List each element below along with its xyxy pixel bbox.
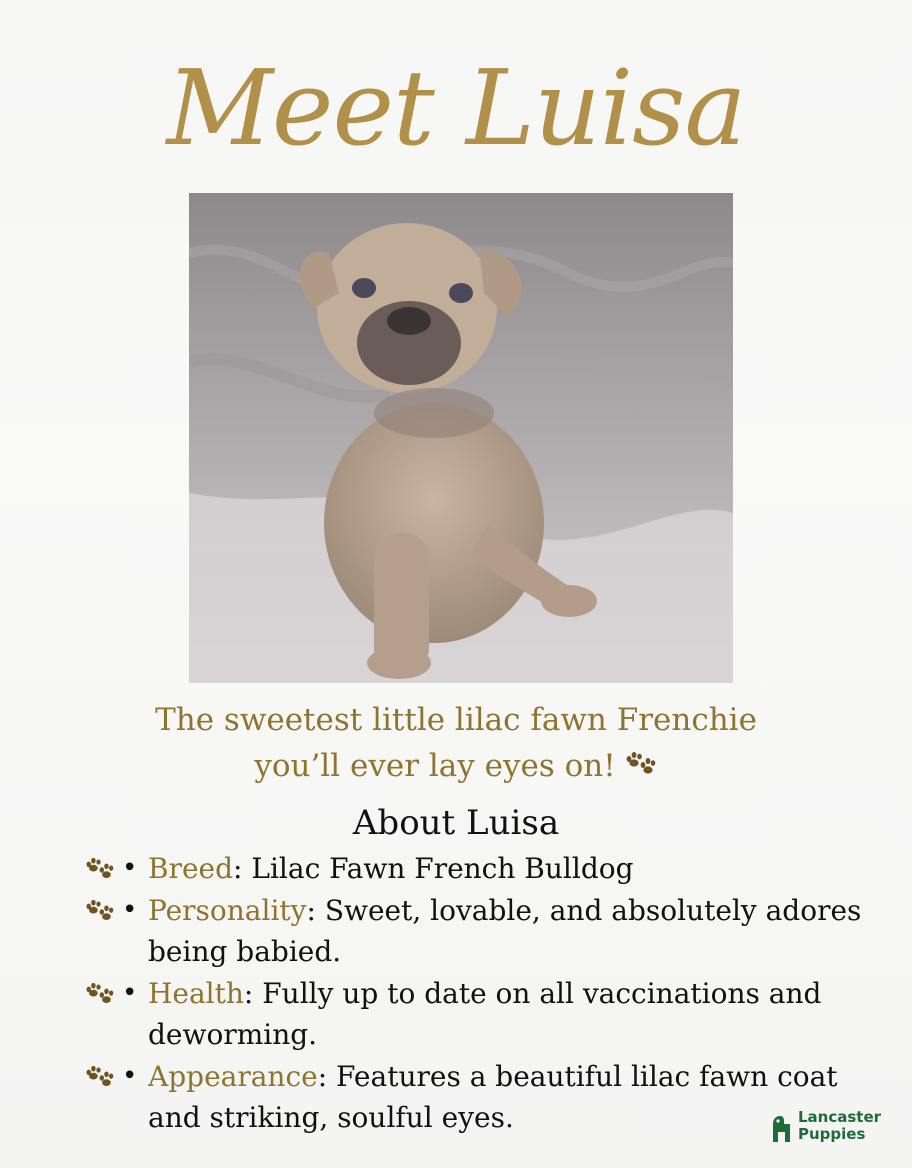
list-item-breed	[80, 848, 870, 889]
tagline-line-1: The sweetest little lilac fawn Frenchie	[155, 702, 757, 738]
list-item-health	[80, 973, 870, 1055]
tagline	[0, 697, 912, 789]
about-heading: About Luisa	[352, 803, 560, 843]
fact-value: : Fully up to date on all vaccinations and deworming.	[148, 977, 822, 1051]
paw-print-icon	[82, 981, 116, 1009]
bullet-icon: •	[122, 853, 138, 883]
puppy-photo	[189, 193, 733, 683]
fact-value: : Features a beautiful lilac fawn coat and striking, soulful eyes.	[148, 1060, 838, 1134]
bullet-icon: •	[122, 978, 138, 1008]
tagline-line-2-text: you’ll ever lay eyes on!	[254, 748, 616, 784]
bullet-icon: •	[122, 1061, 138, 1091]
fact-value: : Lilac Fawn French Bulldog	[233, 852, 634, 885]
brand-logo	[768, 1108, 898, 1148]
paw-print-icon	[82, 1064, 116, 1092]
paw-print-icon	[82, 856, 116, 884]
fact-key: Breed	[148, 852, 234, 885]
tagline-line-2	[0, 743, 912, 789]
bullet-icon: •	[122, 895, 138, 925]
puppy-illustration	[189, 193, 733, 683]
paw-print-icon	[622, 750, 658, 780]
list-item-personality	[80, 890, 870, 972]
fact-key: Appearance	[148, 1060, 318, 1093]
fact-value: : Sweet, lovable, and absolutely adores being babied.	[148, 894, 862, 968]
list-item-appearance	[80, 1056, 870, 1138]
logo-line-1: Lancaster	[798, 1108, 882, 1126]
logo-text	[798, 1109, 881, 1143]
page-title: Meet Luisa	[166, 47, 746, 169]
logo-line-2: Puppies	[798, 1125, 866, 1143]
paw-print-icon	[82, 898, 116, 926]
fact-key: Personality	[148, 894, 307, 927]
about-list	[80, 848, 870, 1139]
lancaster-puppies-logo-icon	[770, 1112, 794, 1144]
fact-key: Health	[148, 977, 244, 1010]
